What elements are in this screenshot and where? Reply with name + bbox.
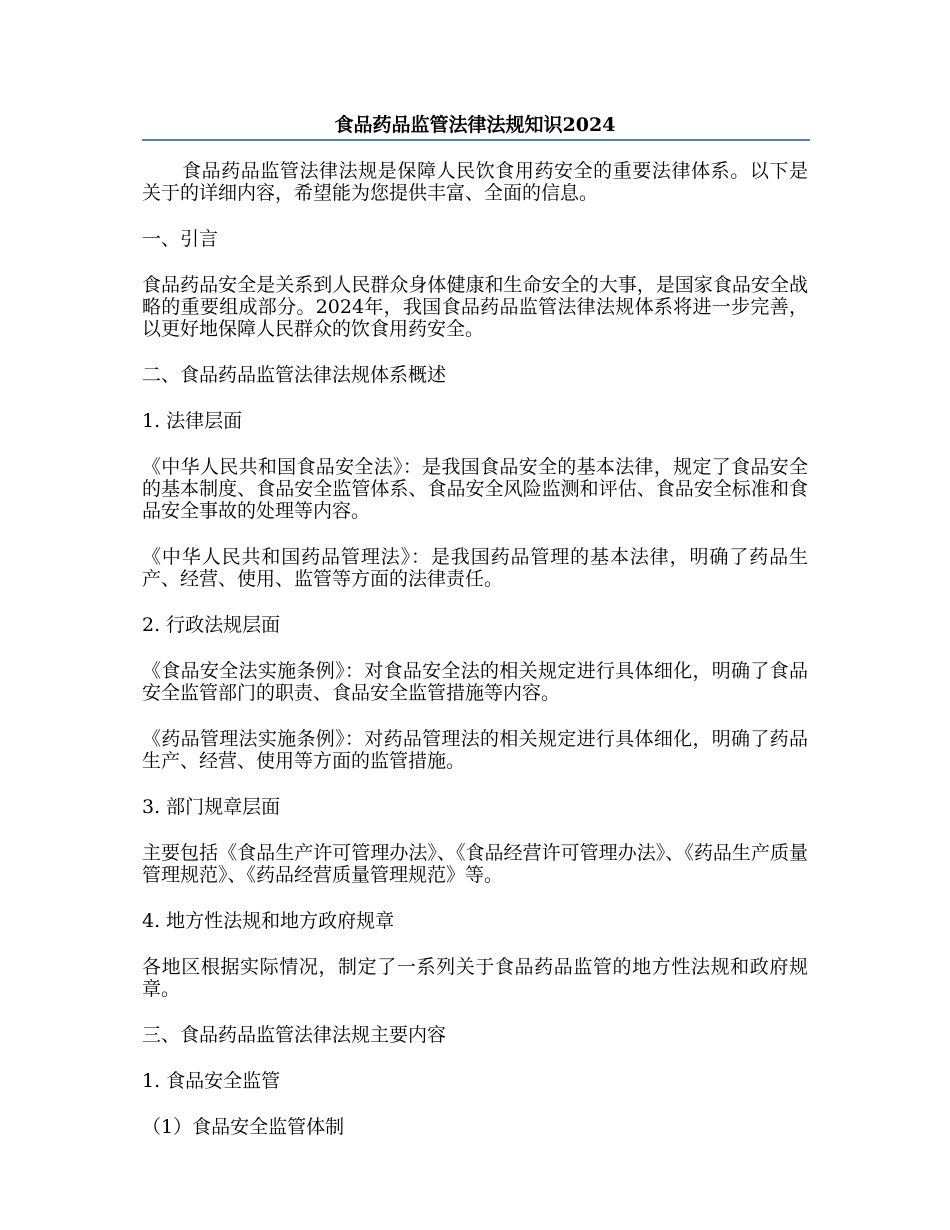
intro-paragraph: 食品药品监管法律法规是保障人民饮食用药安全的重要法律体系。以下是关于的详细内容，希望能为您提供丰富、全面的信息。	[142, 160, 808, 204]
local-regulations-paragraph: 各地区根据实际情况，制定了一系列关于食品药品监管的地方性法规和政府规章。	[142, 956, 808, 1000]
title-underline	[142, 139, 810, 141]
section-heading-overview: 二、食品药品监管法律法规体系概述	[142, 364, 447, 386]
departmental-rules-paragraph: 主要包括《食品生产许可管理办法》、《食品经营许可管理办法》、《药品生产质量管理规范》、《药品经营质量管理规范》等。	[142, 842, 808, 886]
introduction-paragraph: 食品药品安全是关系到人民群众身体健康和生命安全的大事，是国家食品安全战略的重要组成部分。2024年，我国食品药品监管法律法规体系将进一步完善，以更好地保障人民群众的饮食用药安全。	[142, 274, 808, 340]
subsection-heading-departmental-rules: 3. 部门规章层面	[142, 796, 281, 818]
drug-administration-law-paragraph: 《中华人民共和国药品管理法》：是我国药品管理的基本法律，明确了药品生产、经营、使用、监管等方面的法律责任。	[142, 546, 808, 590]
subsection-heading-local-regulations: 4. 地方性法规和地方政府规章	[142, 910, 395, 932]
subsubsection-heading-supervision-system: （1）食品安全监管体制	[142, 1116, 345, 1138]
document-title: 食品药品监管法律法规知识2024	[334, 114, 616, 136]
food-safety-law-paragraph: 《中华人民共和国食品安全法》：是我国食品安全的基本法律，规定了食品安全的基本制度、食品安全监管体系、食品安全风险监测和评估、食品安全标准和食品安全事故的处理等内容。	[142, 456, 808, 522]
document-body	[142, 160, 808, 1138]
subsection-heading-food-safety-supervision: 1. 食品安全监管	[142, 1070, 281, 1092]
subsection-heading-law-level: 1. 法律层面	[142, 410, 243, 432]
subsection-heading-administrative-regulations: 2. 行政法规层面	[142, 614, 281, 636]
drug-regulation-paragraph: 《药品管理法实施条例》：对药品管理法的相关规定进行具体细化，明确了药品生产、经营、使用等方面的监管措施。	[142, 728, 808, 772]
section-heading-main-content: 三、食品药品监管法律法规主要内容	[142, 1024, 447, 1046]
food-safety-regulation-paragraph: 《食品安全法实施条例》：对食品安全法的相关规定进行具体细化，明确了食品安全监管部门的职责、食品安全监管措施等内容。	[142, 660, 808, 704]
section-heading-introduction: 一、引言	[142, 228, 219, 250]
